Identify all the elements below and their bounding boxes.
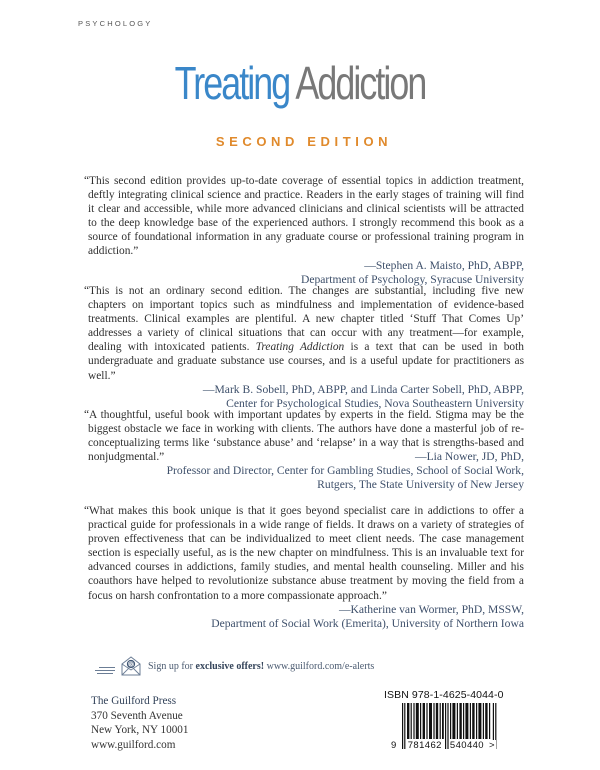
endorsement-quote (84, 284, 524, 383)
publisher-name: The Guilford Press (91, 695, 177, 707)
email-envelope-icon (120, 655, 142, 677)
endorsement-affiliation: Rutgers, The State University of New Jersey (317, 478, 524, 492)
endorsement-affiliation: Professor and Director, Center for Gambling Studies, School of Social Work, (166, 464, 524, 478)
signup-url[interactable]: www.guilford.com/e-alerts (264, 660, 375, 672)
quote-text: “This is not an ordinary second edition. The changes are substantial, including five new chapters on important topics such as mindfulness and implementation of evidence-based treatments. Clinical examples are plentiful. A new chapter titled ‘Stuff That Comes Up’ addresses a variety of clinical situations that can occur with any treatment—for example, dealing with intoxicated patients. (84, 285, 524, 354)
barcode-digits-left: 781462 (407, 740, 442, 751)
endorsement-2 (84, 284, 524, 411)
publisher-city: New York, NY 10001 (91, 724, 189, 736)
endorsement-name: —Katherine van Wormer, PhD, MSSW, (338, 602, 524, 616)
svg-text:@: @ (128, 662, 134, 669)
endorsement-4 (84, 504, 524, 631)
endorsement-name: —Stephen A. Maisto, PhD, ABPP, (364, 258, 524, 272)
endorsement-name: —Lia Nower, JD, PhD, (414, 450, 524, 464)
endorsement-3 (84, 408, 524, 493)
speed-lines-icon (95, 667, 115, 674)
title-word-addiction: Addiction (295, 57, 426, 109)
barcode-digits (390, 740, 496, 751)
isbn-barcode-block (384, 689, 514, 755)
barcode-digit-end: > (489, 740, 495, 751)
edition-label: SECOND EDITION (215, 134, 393, 149)
endorsement-quote: “What makes this book unique is that it goes beyond specialist care in addictions to offer a practical guide for professionals in a wide range of fields. It draws on a variety of strategies of proven effectiveness that can be individualized to meet client needs. The case management section is especially useful, as is the new chapter on mindfulness. This is an invaluable text for advanced courses in addictions, family studies, and mental health counseling. Miller and his coauthors have helped to revolutionize substance abuse treatment by moving the field from a focus on harsh confrontation to a more compassionate approach.” (84, 505, 524, 602)
email-signup-promo (95, 651, 374, 681)
endorsement-quote: “This second edition provides up-to-date coverage of essential topics in addiction treatment, deftly integrating clinical science and practice. Readers in the early stages of training will find it clear and accessible, while more advanced clinicians and clinical scientists will be attracted to the deep knowledge base of the experienced authors. I strongly recommend this book as a source of foundational information in any graduate course or professional training program in addiction.” (84, 175, 524, 258)
title-word-treating: Treating (174, 57, 290, 109)
quote-text: is a text that can be used in both undergraduate and graduate substance use courses, and is a useful update for practitioners as well.” (88, 341, 524, 382)
signup-bold: exclusive offers! (195, 660, 265, 672)
category-label: PSYCHOLOGY (78, 19, 153, 28)
signup-text (148, 661, 374, 672)
book-title (66, 57, 534, 109)
barcode-digit-lead: 9 (391, 740, 397, 751)
endorsement-1 (84, 174, 524, 287)
endorsement-quote: “A thoughtful, useful book with important updates by experts in the field. Stigma may be the biggest obstacle we face in working with clients. The authors have done a masterful job of reconceptualizing terms like ‘substance abuse’ and ‘relapse’ in a way that is strengths-based and nonjudgmental.” (84, 409, 524, 464)
endorsement-name: —Mark B. Sobell, PhD, ABPP, and Linda Carter Sobell, PhD, ABPP, (202, 382, 524, 396)
book-title-italic: Treating Addiction (255, 341, 345, 354)
signup-prefix: Sign up for (148, 660, 196, 672)
barcode-digits-right: 540440 (449, 740, 484, 751)
publisher-website[interactable]: www.guilford.com (91, 738, 176, 751)
endorsement-affiliation: Center for Psychological Studies, Nova Southeastern University (226, 396, 524, 410)
endorsement-affiliation: Department of Social Work (Emerita), University of Northern Iowa (211, 616, 524, 630)
publisher-address (91, 694, 188, 752)
isbn-label: ISBN 978-1-4625-4044-0 (384, 689, 504, 701)
publisher-street: 370 Seventh Avenue (91, 709, 183, 722)
endorsement-affiliation: Department of Psychology, Syracuse University (300, 272, 524, 286)
